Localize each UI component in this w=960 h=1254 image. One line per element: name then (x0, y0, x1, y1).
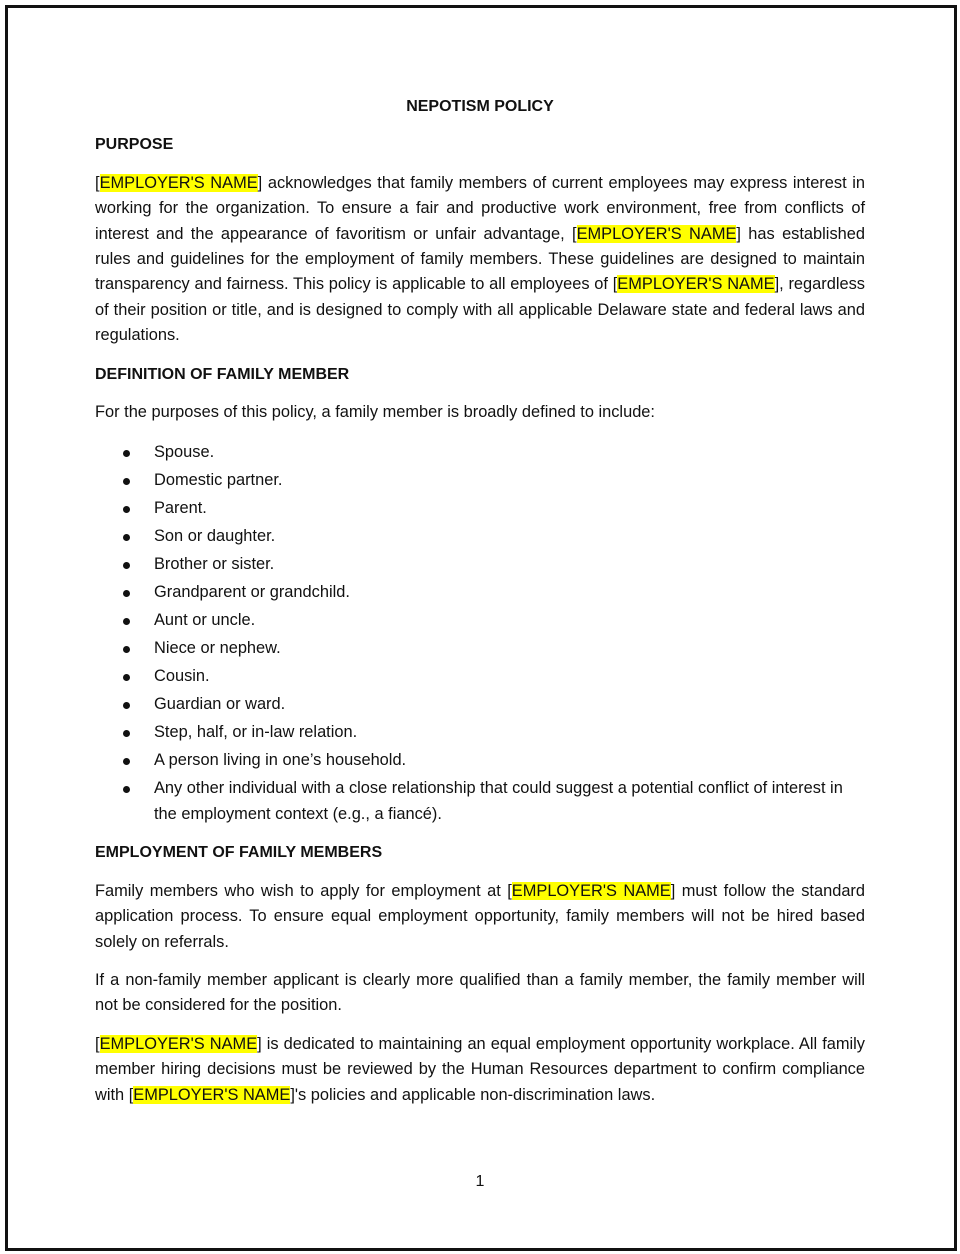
bullet-icon (123, 758, 130, 765)
list-item (95, 776, 865, 827)
employment-text: Family members who wish to apply for employment at [ (95, 881, 512, 900)
list-item-text: Niece or nephew. (154, 639, 281, 658)
document-title: NEPOTISM POLICY (406, 98, 554, 115)
bullet-icon (123, 730, 130, 737)
bullet-icon (123, 646, 130, 653)
list-item (95, 524, 865, 549)
bullet-icon (123, 618, 130, 625)
bullet-icon (123, 786, 130, 793)
list-item (95, 608, 865, 633)
list-item-text: A person living in one’s household. (154, 751, 407, 770)
list-item (95, 720, 865, 745)
list-item (95, 440, 865, 465)
list-item (95, 552, 865, 577)
bullet-icon (123, 702, 130, 709)
definition-intro: For the purposes of this policy, a family member is broadly defined to include: (95, 403, 655, 422)
list-item (95, 580, 865, 605)
list-item (95, 664, 865, 689)
document-body (95, 92, 865, 1108)
employment-paragraph-3 (95, 1032, 865, 1108)
list-item-text: Parent. (154, 499, 207, 518)
purpose-heading: PURPOSE (95, 136, 174, 154)
employer-name-placeholder: EMPLOYER'S NAME (133, 1085, 291, 1104)
employment-text: ]'s policies and applicable non-discrimination laws. (290, 1085, 656, 1104)
employer-name-placeholder: EMPLOYER'S NAME (576, 224, 737, 243)
list-item (95, 636, 865, 661)
purpose-text: ] has established rules and guidelines for the employment of family members. These guidelines are designed to maintain transparency and fairness. This policy is applicable to all employees of [ (95, 224, 865, 294)
list-item (95, 748, 865, 773)
bullet-icon (123, 450, 130, 457)
list-item-text: Son or daughter. (154, 527, 276, 546)
list-item-text: Domestic partner. (154, 471, 283, 490)
list-item-text: Any other individual with a close relationship that could suggest a potential conflict of interest in the employment context (e.g., a fiancé). (154, 779, 843, 823)
list-item (95, 468, 865, 493)
page-number: 1 (475, 1173, 485, 1190)
employment-text: ] is dedicated to maintaining an equal employment opportunity workplace. All family member hiring decisions must be reviewed by the Human Resources department to confirm compliance with [ (95, 1034, 865, 1104)
list-item-text: Grandparent or grandchild. (154, 583, 350, 602)
employer-name-placeholder: EMPLOYER'S NAME (617, 275, 775, 294)
list-item-text: Aunt or uncle. (154, 611, 256, 630)
list-item (95, 496, 865, 521)
bullet-icon (123, 478, 130, 485)
bullet-icon (123, 562, 130, 569)
employer-name-placeholder: EMPLOYER'S NAME (99, 173, 258, 192)
list-item-text: Guardian or ward. (154, 695, 286, 714)
purpose-text: [ (95, 173, 100, 192)
purpose-text: ], regardless of their position or title, and is designed to comply with all applicable Delaware state and federal laws and regulations. (95, 275, 865, 345)
employment-text: [ (95, 1034, 100, 1053)
employment-heading: EMPLOYMENT OF FAMILY MEMBERS (95, 844, 383, 862)
bullet-icon (123, 506, 130, 513)
employment-paragraph-2: If a non-family member applicant is clearly more qualified than a family member, the family member will not be considered for the position. (95, 970, 865, 1015)
bullet-icon (123, 590, 130, 597)
definition-heading: DEFINITION OF FAMILY MEMBER (95, 365, 350, 383)
purpose-text: ] acknowledges that family members of current employees may express interest in working for the organization. To ensure a fair and productive work environment, free from conflicts of interest and the appearance of favoritism or unfair advantage, [ (95, 173, 865, 243)
employer-name-placeholder: EMPLOYER'S NAME (99, 1034, 258, 1053)
list-item-text: Cousin. (154, 667, 210, 686)
list-item-text: Spouse. (154, 443, 215, 462)
family-member-list (95, 440, 865, 827)
list-item-text: Step, half, or in-law relation. (154, 723, 358, 742)
bullet-icon (123, 534, 130, 541)
purpose-paragraph (95, 171, 865, 349)
list-item-text: Brother or sister. (154, 555, 275, 574)
list-item (95, 692, 865, 717)
employment-paragraph-1 (95, 879, 865, 955)
employer-name-placeholder: EMPLOYER'S NAME (511, 881, 671, 900)
bullet-icon (123, 674, 130, 681)
employment-text: ] must follow the standard application process. To ensure equal employment opportunity, family members will not be hired based solely on referrals. (95, 881, 866, 951)
